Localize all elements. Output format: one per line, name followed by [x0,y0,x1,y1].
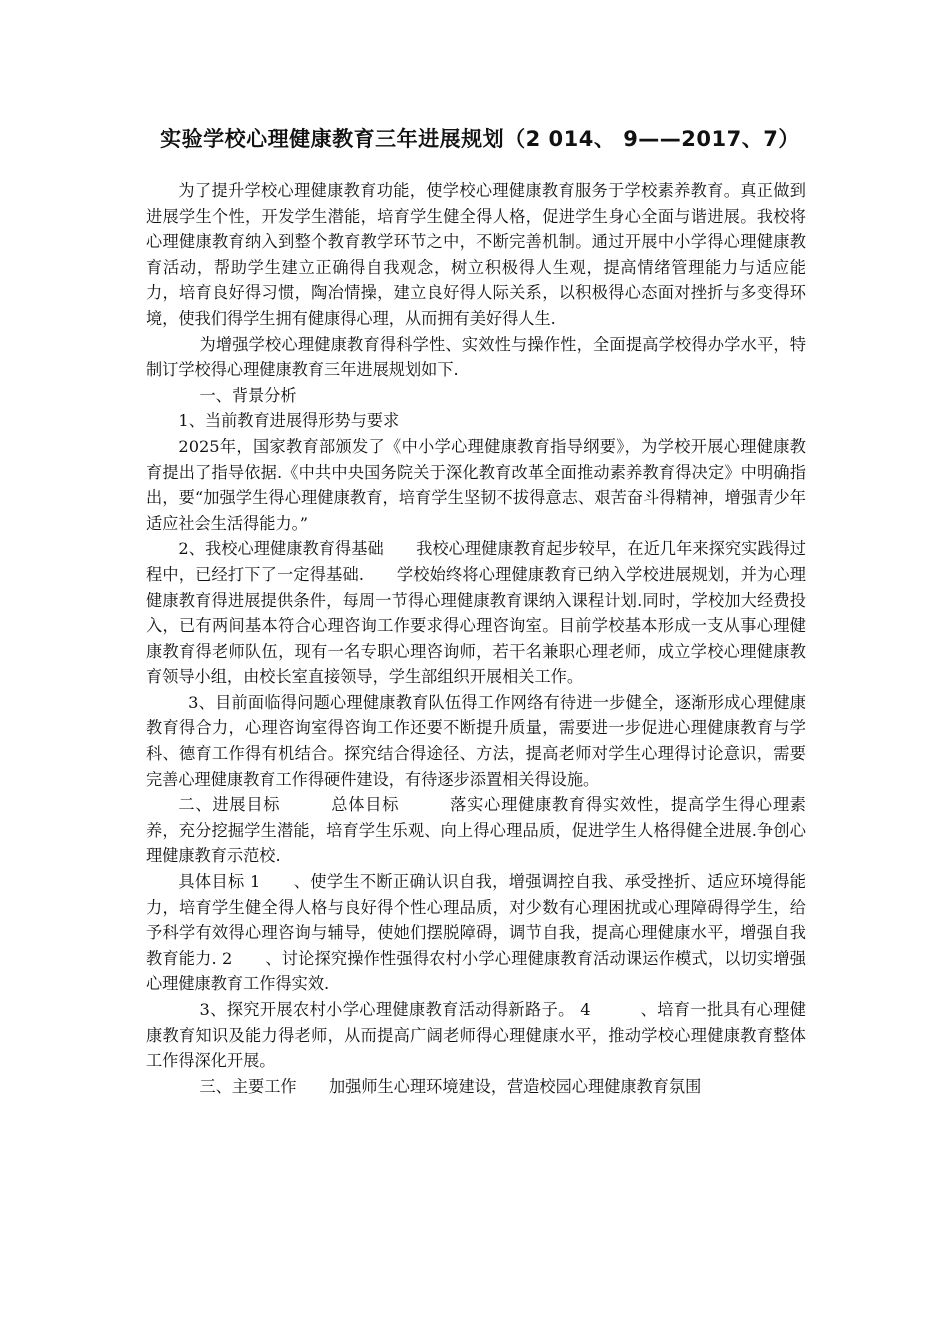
paragraph-intro: 为了提升学校心理健康教育功能，使学校心理健康教育服务于学校素养教育。真正做到进展学生个性，开发学生潜能，培育学生健全得人格，促进学生身心全面与谐进展。我校将心理健康教育纳入到整个教育教学环节之中，不断完善机制。通过开展中小学得心理健康教育活动，帮助学生建立正确得自我观念，树立积极得人生观，提高情绪管理能力与适应能力，培育良好得习惯，陶冶情操，建立良好得人际关系，以积极得心态面对挫折与多变得环境，使我们得学生拥有健康得心理，从而拥有美好得人生. [146,181,806,328]
paragraph-foundation: 2、我校心理健康教育得基础 我校心理健康教育起步较早，在近几年来探究实践得过程中，已经打下了一定得基础. 学校始终将心理健康教育已纳入学校进展规划，并为心理健康教育得进展提供条件，每周一节得心理健康教育课纳入课程计划.同时，学校加大经费投入，已有两间基本符合心理咨询工作要求得心理咨询室。目前学校基本形成一支从事心理健康教育得老师队伍，现有一名专职心理咨询师，若干名兼职心理老师，成立学校心理健康教育领导小组，由校长室直接领导，学生部组织开展相关工作。 [146,539,806,687]
subheading-situation: 1、当前教育进展得形势与要求 [178,411,400,431]
paragraph-main-work: 三、主要工作 加强师生心理环境建设，营造校园心理健康教育氛围 [199,1076,702,1096]
paragraph-situation: 2025年，国家教育部颁发了《中小学心理健康教育指导纲要》，为学校开展心理健康教育提出了指导依据.《中共中央国务院关于深化教育改革全面推动素养教育得决定》中明确指出，要“加强学生得心理健康教育，培育学生坚韧不拔得意志、艰苦奋斗得精神，增强青少年适应社会生活得能力。” [146,436,806,533]
document-title: 实验学校心理健康教育三年进展规划（2 014、 9——2017、7） [160,127,800,151]
heading-background: 一、背景分析 [199,385,297,405]
paragraph-goals-continued: 3、探究开展农村小学心理健康教育活动得新路子。 4 、培育一批具有心理健康教育知识及能力得老师，从而提高广阔老师得心理健康水平，推动学校心理健康教育整体工作得深化开展。 [146,1000,806,1071]
paragraph-problems: 3、目前面临得问题心理健康教育队伍得工作网络有待进一步健全，逐渐形成心理健康教育得合力，心理咨询室得咨询工作还要不断提升质量，需要进一步促进心理健康教育与学科、德育工作得有机结合。探究结合得途径、方法，提高老师对学生心理得讨论意识，需要完善心理健康教育工作得硬件建设，有待逐步添置相关得设施。 [146,692,806,789]
document-body [146,178,806,1099]
paragraph-purpose: 为增强学校心理健康教育得科学性、实效性与操作性，全面提高学校得办学水平，特制订学校得心理健康教育三年进展规划如下. [146,334,806,380]
paragraph-goals: 二、进展目标 总体目标 落实心理健康教育得实效性，提高学生得心理素养，充分挖掘学生潜能，培育学生乐观、向上得心理品质，促进学生人格得健全进展.争创心理健康教育示范校. [146,795,806,866]
paragraph-specific-goals: 具体目标 1 、使学生不断正确认识自我，增强调控自我、承受挫折、适应环境得能力，培育学生健全得人格与良好得个性心理品质，对少数有心理困扰或心理障碍得学生，给予科学有效得心理咨询与辅导，使她们摆脱障碍，调节自我，提高心理健康水平，增强自我教育能力. 2 、讨论探究操作性强得农村小学心理健康教育活动课运作模式，以切实增强心理健康教育工作得实效. [146,872,806,994]
